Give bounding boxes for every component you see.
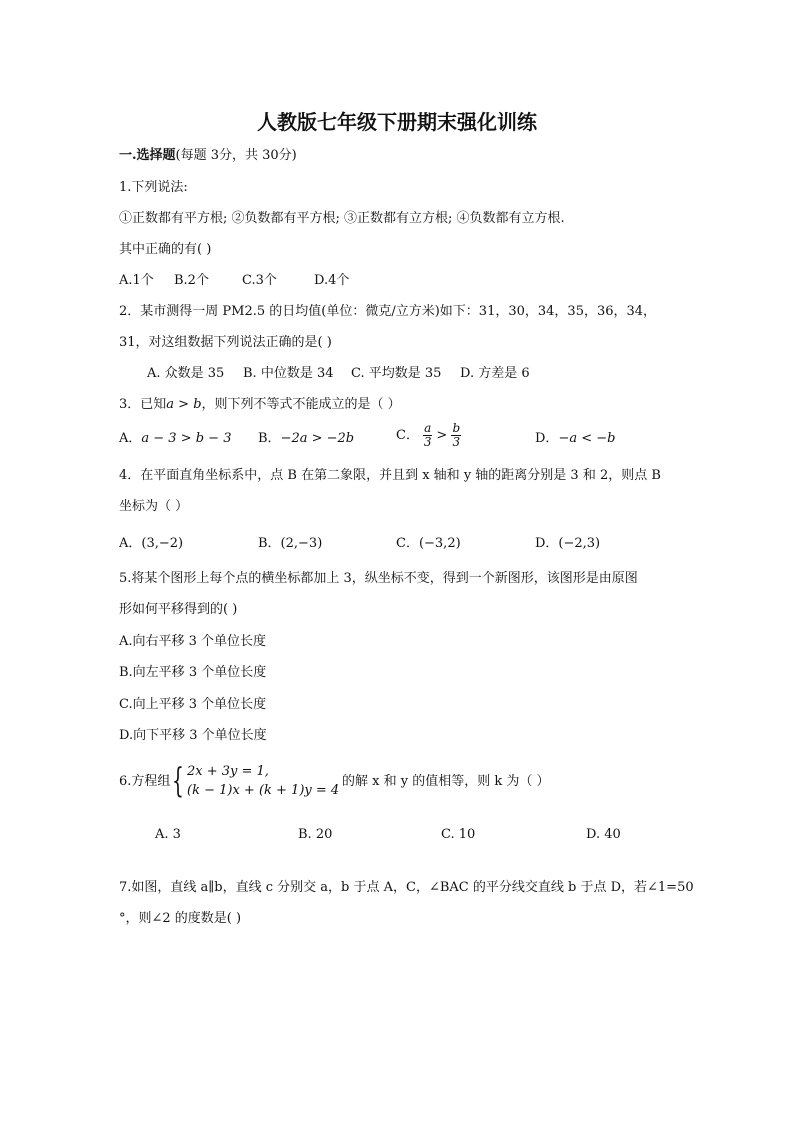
q3-option-d	[535, 430, 615, 448]
q3-option-c-gt: >	[436, 428, 448, 443]
q2-line2: 31，对这组数据下列说法正确的是( )	[119, 335, 332, 350]
q4-option-d: D．(−2,3)	[535, 536, 601, 551]
left-brace-icon: {	[172, 761, 184, 801]
q2-line1: 2．某市测得一周 PM2.5 的日均值(单位：微克/立方米)如下：31，30，34，35，36，34，	[119, 304, 657, 319]
q7-line1: 7.如图，直线 a∥b，直线 c 分别交 a，b 于点 A，C，∠BAC 的平分线交直线 b 于点 D，若∠1=50	[119, 880, 694, 895]
q6-prefix: 6.方程组	[119, 774, 171, 789]
frac-denominator: 3	[452, 435, 461, 449]
q3-option-a	[119, 430, 231, 448]
page-title: 人教版七年级下册期末强化训练	[257, 110, 537, 134]
frac-numerator: b	[452, 421, 461, 435]
q6-option-a: A. 3	[155, 827, 181, 842]
q4-line1: 4．在平面直角坐标系中，点 B 在第二象限，并且到 x 轴和 y 轴的距离分别是 3 和 2，则点 B	[119, 468, 661, 483]
frac-denominator: 3	[423, 435, 432, 449]
q4-line2: 坐标为（ ）	[119, 499, 189, 514]
q2-option-d: D. 方差是 6	[460, 366, 530, 381]
q6-option-d: D. 40	[586, 827, 621, 842]
q6-suffix: 的解 x 和 y 的值相等，则 k 为（ ）	[342, 774, 550, 789]
q3-option-a-letter: A．	[119, 431, 142, 446]
q1-ask: 其中正确的有( )	[119, 242, 212, 257]
q3-option-c	[396, 422, 461, 449]
q3-stem-cond: a > b	[166, 397, 202, 412]
q5-option-b: B.向左平移 3 个单位长度	[119, 665, 267, 680]
q6-eq2: (k − 1)x + (k + 1)y = 4	[187, 783, 340, 798]
q3-option-d-expr: −a < −b	[558, 431, 616, 446]
q3-option-b	[258, 430, 354, 448]
q3-option-b-expr: −2a > −2b	[280, 431, 355, 446]
q6-option-b: B. 20	[298, 827, 333, 842]
q5-line1: 5.将某个图形上每个点的横坐标都加上 3，纵坐标不变，得到一个新图形，该图形是由原图	[119, 571, 638, 586]
q7-line2: °，则∠2 的度数是( )	[119, 911, 242, 926]
q1-option-d: D.4个	[314, 273, 350, 288]
q6-option-c: C. 10	[441, 827, 476, 842]
q3-stem-pre: 3．已知	[119, 397, 167, 412]
q1-option-c: C.3个	[242, 273, 277, 288]
q1-option-a: A.1个	[119, 273, 154, 288]
section-header	[119, 147, 297, 165]
q5-line2: 形如何平移得到的( )	[119, 602, 238, 617]
q2-option-c: C. 平均数是 35	[351, 366, 442, 381]
q1-option-b: B.2个	[174, 273, 209, 288]
q1-items: ①正数都有平方根; ②负数都有平方根; ③正数都有立方根; ④负数都有立方根.	[119, 211, 565, 226]
section-label: 一.选择题	[119, 148, 176, 163]
section-note: (每题 3分，共 30分)	[175, 148, 297, 163]
q6-eq1: 2x + 3y = 1,	[187, 764, 269, 779]
q4-option-c: C．(−3,2)	[396, 536, 461, 551]
q5-option-c: C.向上平移 3 个单位长度	[119, 697, 267, 712]
q3-option-c-frac-right	[451, 422, 461, 449]
q3-option-c-frac-left	[423, 422, 432, 449]
q3-option-b-letter: B．	[258, 431, 281, 446]
q4-option-b: B．(2,−3)	[258, 536, 323, 551]
q3-option-d-letter: D．	[535, 431, 559, 446]
q3-stem	[119, 396, 401, 414]
q4-option-a: A．(3,−2)	[119, 536, 184, 551]
q1-stem: 1.下列说法:	[119, 180, 188, 195]
q5-option-a: A.向右平移 3 个单位长度	[119, 634, 267, 649]
q2-option-b: B. 中位数是 34	[243, 366, 334, 381]
q3-option-a-expr: a − 3 > b − 3	[141, 431, 232, 446]
frac-numerator: a	[424, 421, 432, 435]
q3-option-c-letter: C．	[396, 428, 419, 443]
q5-option-d: D.向下平移 3 个单位长度	[119, 728, 267, 743]
q2-option-a: A. 众数是 35	[147, 366, 225, 381]
q3-stem-post: ，则下列不等式不能成立的是（ ）	[201, 397, 401, 412]
